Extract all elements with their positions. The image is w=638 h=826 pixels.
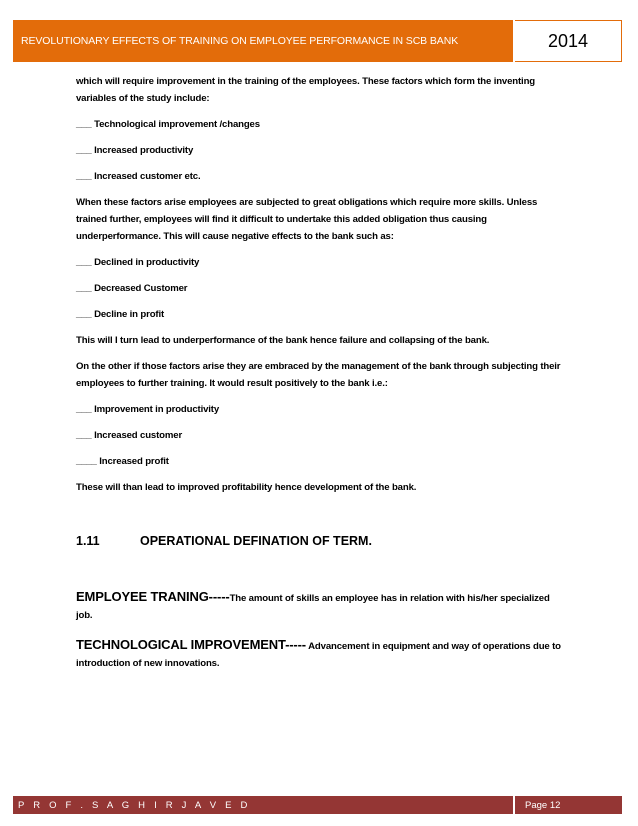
list-item: ___ Declined in productivity <box>76 257 200 268</box>
paragraph: On the other if those factors arise they are embraced by the management of the bank through subjecting their employees to further training. It would result positively to the bank i.e.: <box>76 361 561 389</box>
term-text: Advancement in equipment and way of operations due to introduction of new innovations. <box>76 641 561 669</box>
list-item: ___ Decreased Customer <box>76 283 188 294</box>
term-name: TECHNOLOGICAL IMPROVEMENT----- <box>76 637 306 652</box>
section-number: 1.11 <box>76 534 100 548</box>
page-footer <box>13 796 622 814</box>
page-content <box>76 73 566 672</box>
footer-author: P R O F . S A G H I R J A V E D <box>13 796 515 814</box>
paragraph: which will require improvement in the training of the employees. These factors which form the inventing variables of the study include: <box>76 76 535 104</box>
paragraph: When these factors arise employees are subjected to great obligations which require more skills. Unless trained further, employees will find it difficult to undertake this added obligation thus causing underperformance. This will cause negative effects to the bank such as: <box>76 197 538 242</box>
section-title: OPERATIONAL DEFINATION OF TERM. <box>140 534 372 548</box>
term-definition <box>76 636 566 672</box>
list-item: ___ Increased customer <box>76 430 183 441</box>
list-item: ___ Increased customer etc. <box>76 171 201 182</box>
term-text: The amount of skills an employee has in relation with his/her specialized job. <box>76 593 550 621</box>
section-heading <box>76 534 566 548</box>
header-title: REVOLUTIONARY EFFECTS OF TRAINING ON EMPLOYEE PERFORMANCE IN SCB BANK <box>13 20 515 62</box>
term-name: EMPLOYEE TRANING----- <box>76 589 230 604</box>
header-year: 2014 <box>515 20 622 62</box>
list-item: ___ Increased productivity <box>76 145 194 156</box>
list-item: ___ Technological improvement /changes <box>76 119 260 130</box>
paragraph: These will than lead to improved profitability hence development of the bank. <box>76 482 417 493</box>
list-item: ____ Increased profit <box>76 456 169 467</box>
term-definition <box>76 588 566 624</box>
footer-page-number: Page 12 <box>515 796 622 814</box>
list-item: ___ Improvement in productivity <box>76 404 220 415</box>
paragraph: This will I turn lead to underperformance of the bank hence failure and collapsing of the bank. <box>76 335 490 346</box>
page-header <box>13 20 622 62</box>
list-item: ___ Decline in profit <box>76 309 165 320</box>
